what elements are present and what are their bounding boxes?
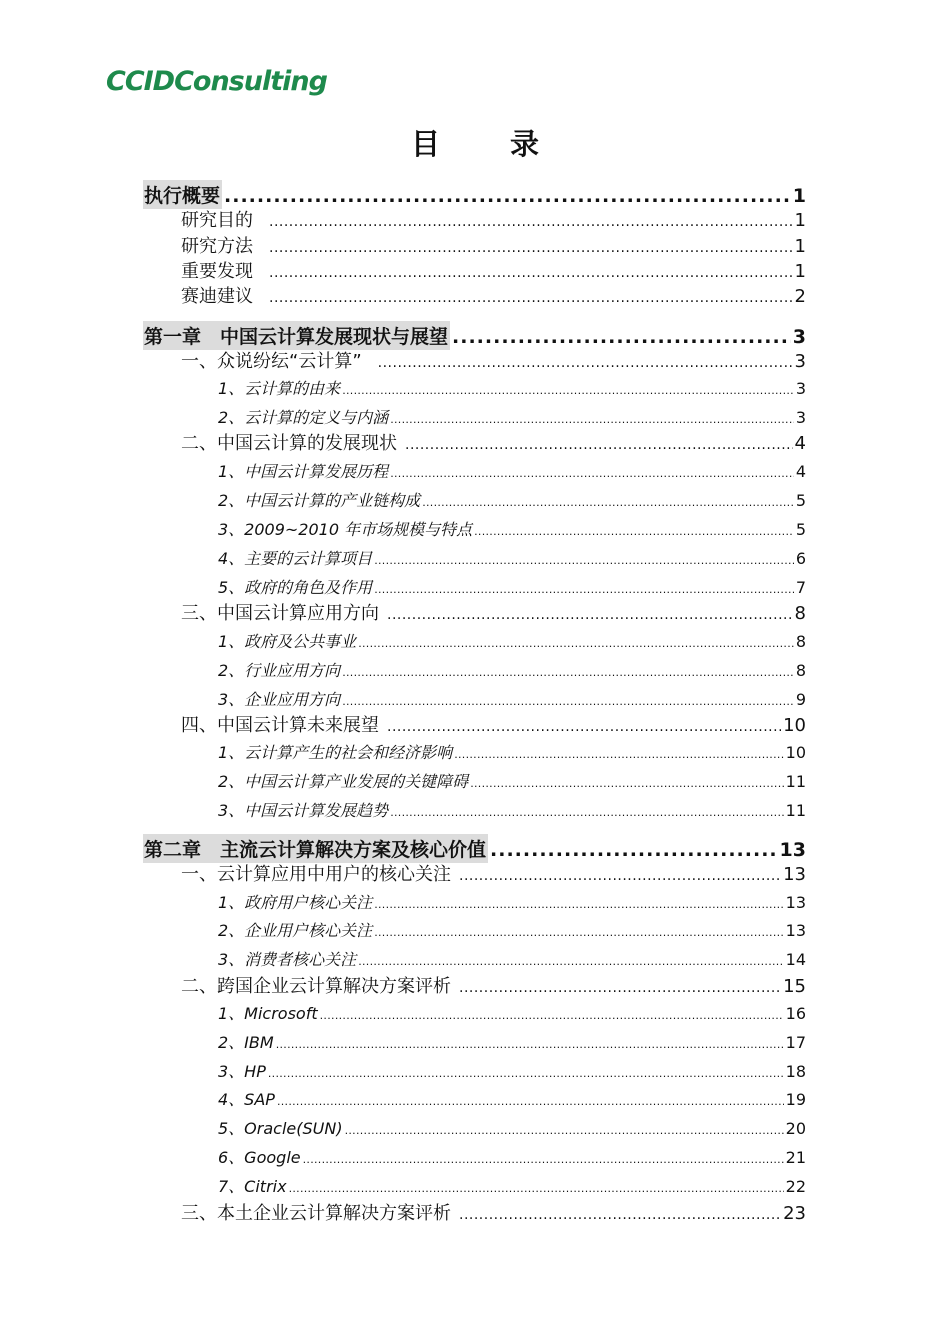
toc-entry[interactable]: 一、云计算应用中用户的核心关注 ..... 13 (181, 860, 806, 884)
toc-entry[interactable]: 3、HP ..... 18 (218, 1059, 806, 1081)
toc-entry-chapter-1[interactable]: 第一章 中国云计算发展现状与展望 ..... 3 (143, 321, 806, 347)
toc-entry[interactable]: 5、政府的角色及作用 ..... 7 (218, 575, 806, 597)
toc-entry[interactable]: 4、SAP ..... 19 (218, 1087, 806, 1109)
toc-entry[interactable]: 7、Citrix ..... 22 (218, 1174, 806, 1196)
toc-entry[interactable]: 6、Google ..... 21 (218, 1145, 806, 1167)
toc-entry[interactable]: 1、云计算产生的社会和经济影响 ..... 10 (218, 740, 806, 762)
entry-page: 1 (792, 185, 806, 207)
toc-entry-chapter-2[interactable]: 第二章 主流云计算解决方案及核心价值 ..... 13 (143, 834, 806, 860)
toc-entry[interactable]: 2、中国云计算产业发展的关键障碍 ..... 11 (218, 769, 806, 791)
toc-entry[interactable]: 赛迪建议 ..... 2 (181, 282, 806, 306)
toc-entry[interactable]: 1、政府用户核心关注 ..... 13 (218, 890, 806, 912)
toc-entry[interactable]: 研究目的 ..... 1 (181, 206, 806, 230)
toc-entry[interactable]: 重要发现 ..... 1 (181, 257, 806, 281)
entry-title: 第二章 主流云计算解决方案及核心价值 (143, 834, 488, 863)
ccid-consulting-logo: CCIDConsulting (106, 66, 327, 97)
toc-entry[interactable]: 2、企业用户核心关注 ..... 13 (218, 918, 806, 940)
toc-entry[interactable]: 2、IBM ..... 17 (218, 1030, 806, 1052)
toc-entry[interactable]: 二、中国云计算的发展现状 ..... 4 (181, 429, 806, 453)
toc-entry[interactable]: 3、消费者核心关注 ..... 14 (218, 947, 806, 969)
toc-entry[interactable]: 2、中国云计算的产业链构成 ..... 5 (218, 488, 806, 510)
toc-entry[interactable]: 5、Oracle(SUN) ..... 20 (218, 1116, 806, 1138)
toc-entry[interactable]: 1、政府及公共事业 ..... 8 (218, 629, 806, 651)
toc-entry-exec-summary[interactable] (143, 180, 806, 206)
toc-entry[interactable]: 四、中国云计算未来展望 ..... 10 (181, 711, 806, 735)
toc-entry[interactable]: 二、跨国企业云计算解决方案评析 ..... 15 (181, 972, 806, 996)
toc-entry[interactable]: 3、企业应用方向 ..... 9 (218, 687, 806, 709)
toc-entry[interactable]: 1、Microsoft ..... 16 (218, 1001, 806, 1023)
toc-entry[interactable]: 三、本土企业云计算解决方案评析 ..... 23 (181, 1199, 806, 1223)
toc-entry[interactable]: 3、中国云计算发展趋势 ..... 11 (218, 798, 806, 820)
toc-title: 目 录 (410, 127, 570, 161)
entry-title: 执行概要 (143, 180, 222, 209)
toc-entry[interactable]: 1、云计算的由来 ..... 3 (218, 376, 806, 398)
toc-entry[interactable]: 4、主要的云计算项目 ..... 6 (218, 546, 806, 568)
entry-title: 第一章 中国云计算发展现状与展望 (143, 321, 450, 350)
toc-entry[interactable]: 2、云计算的定义与内涵 ..... 3 (218, 405, 806, 427)
toc-entry[interactable]: 研究方法 ..... 1 (181, 232, 806, 256)
toc-entry[interactable]: 3、2009~2010 年市场规模与特点 ..... 5 (218, 517, 806, 539)
toc-entry[interactable]: 一、众说纷纭“云计算” ..... 3 (181, 347, 806, 371)
toc-entry[interactable]: 1、中国云计算发展历程 ..... 4 (218, 459, 806, 481)
toc-entry[interactable]: 三、中国云计算应用方向 ..... 8 (181, 599, 806, 623)
toc-entry[interactable]: 2、行业应用方向 ..... 8 (218, 658, 806, 680)
